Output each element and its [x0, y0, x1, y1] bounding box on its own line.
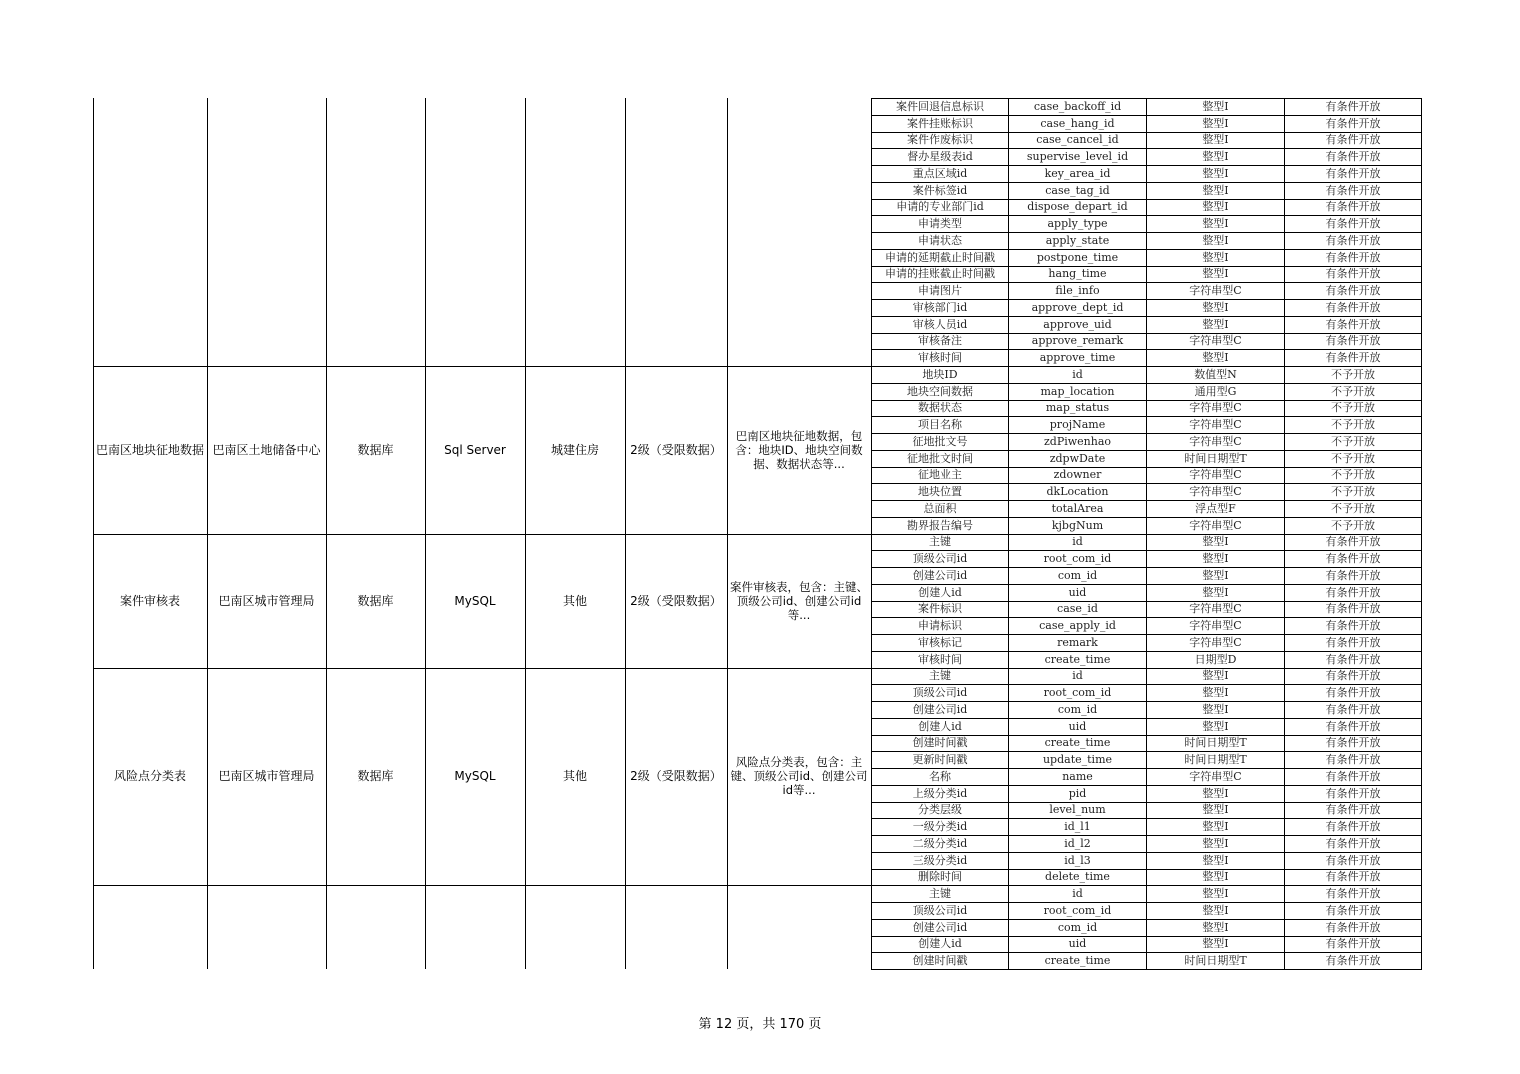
open-type-cell: 有条件开放: [1285, 551, 1422, 568]
field-type-cell: 整型I: [1147, 132, 1285, 149]
field-type-cell: 字符串型C: [1147, 400, 1285, 417]
field-name-cell: 审核备注: [872, 333, 1009, 350]
open-type-cell: 不予开放: [1285, 417, 1422, 434]
table-row: [872, 836, 1422, 853]
description-cell: 风险点分类表，包含：主键、顶级公司id、创建公司id等...: [730, 755, 868, 798]
field-type-cell: 整型I: [1147, 936, 1285, 953]
table-row: [872, 635, 1422, 652]
table-row: [872, 501, 1422, 518]
field-name-cell: 征地批文号: [872, 434, 1009, 451]
open-type-cell: 不予开放: [1285, 501, 1422, 518]
open-type-cell: 有条件开放: [1285, 584, 1422, 601]
field-code-cell: postpone_time: [1009, 249, 1147, 266]
department-cell: 巴南区城市管理局: [218, 593, 315, 608]
field-type-cell: 时间日期型T: [1147, 752, 1285, 769]
field-type-cell: 字符串型C: [1147, 434, 1285, 451]
category-cell: 其他: [562, 593, 587, 608]
field-type-cell: 字符串型C: [1147, 601, 1285, 618]
table-row: [872, 383, 1422, 400]
field-type-cell: 整型I: [1147, 182, 1285, 199]
field-code-cell: apply_state: [1009, 233, 1147, 250]
field-table: [871, 98, 1422, 970]
field-code-cell: case_hang_id: [1009, 115, 1147, 132]
open-type-cell: 不予开放: [1285, 367, 1422, 384]
table-row: [872, 769, 1422, 786]
open-type-cell: 有条件开放: [1285, 333, 1422, 350]
field-code-cell: case_tag_id: [1009, 182, 1147, 199]
field-name-cell: 申请的延期截止时间戳: [872, 249, 1009, 266]
field-name-cell: 审核人员id: [872, 316, 1009, 333]
open-type-cell: 有条件开放: [1285, 852, 1422, 869]
field-code-cell: dispose_depart_id: [1009, 199, 1147, 216]
field-code-cell: zdowner: [1009, 467, 1147, 484]
table-row: [872, 852, 1422, 869]
field-code-cell: create_time: [1009, 651, 1147, 668]
field-name-cell: 申请的专业部门id: [872, 199, 1009, 216]
table-row: [872, 802, 1422, 819]
field-type-cell: 整型I: [1147, 166, 1285, 183]
open-type-cell: 有条件开放: [1285, 702, 1422, 719]
field-code-cell: dkLocation: [1009, 484, 1147, 501]
field-code-cell: zdpwDate: [1009, 450, 1147, 467]
resource-type-cell: 数据库: [357, 593, 394, 608]
security-level-cell: 2级（受限数据）: [630, 769, 722, 784]
field-code-cell: com_id: [1009, 568, 1147, 585]
field-type-cell: 整型I: [1147, 216, 1285, 233]
field-code-cell: uid: [1009, 584, 1147, 601]
field-code-cell: approve_remark: [1009, 333, 1147, 350]
field-code-cell: case_cancel_id: [1009, 132, 1147, 149]
field-code-cell: create_time: [1009, 735, 1147, 752]
table-row: [872, 936, 1422, 953]
field-code-cell: totalArea: [1009, 501, 1147, 518]
field-code-cell: root_com_id: [1009, 903, 1147, 920]
field-code-cell: supervise_level_id: [1009, 149, 1147, 166]
field-type-cell: 整型I: [1147, 836, 1285, 853]
open-type-cell: 有条件开放: [1285, 233, 1422, 250]
description-cell: [727, 885, 871, 969]
table-row: [872, 417, 1422, 434]
open-type-cell: 有条件开放: [1285, 869, 1422, 886]
open-type-cell: 不予开放: [1285, 517, 1422, 534]
open-type-cell: 有条件开放: [1285, 316, 1422, 333]
field-name-cell: 审核部门id: [872, 300, 1009, 317]
resource-type-cell: [326, 885, 425, 969]
field-type-cell: 整型I: [1147, 702, 1285, 719]
field-code-cell: approve_time: [1009, 350, 1147, 367]
field-name-cell: 名称: [872, 769, 1009, 786]
open-type-cell: 不予开放: [1285, 400, 1422, 417]
table-row: [872, 467, 1422, 484]
open-type-cell: 有条件开放: [1285, 149, 1422, 166]
field-name-cell: 分类层级: [872, 802, 1009, 819]
table-row: [872, 551, 1422, 568]
field-type-cell: 字符串型C: [1147, 333, 1285, 350]
field-type-cell: 整型I: [1147, 685, 1285, 702]
table-row: [872, 685, 1422, 702]
table-row: [872, 752, 1422, 769]
field-name-cell: 地块位置: [872, 484, 1009, 501]
field-code-cell: uid: [1009, 936, 1147, 953]
field-code-cell: name: [1009, 769, 1147, 786]
open-type-cell: 有条件开放: [1285, 216, 1422, 233]
dataset-name-cell: 案件审核表: [119, 593, 180, 608]
dataset-name-cell: [93, 885, 207, 969]
open-type-cell: 有条件开放: [1285, 735, 1422, 752]
field-code-cell: id: [1009, 668, 1147, 685]
field-code-cell: approve_dept_id: [1009, 300, 1147, 317]
field-name-cell: 项目名称: [872, 417, 1009, 434]
field-name-cell: 案件挂账标识: [872, 115, 1009, 132]
field-name-cell: 主键: [872, 534, 1009, 551]
field-type-cell: 整型I: [1147, 266, 1285, 283]
table-row: [872, 333, 1422, 350]
field-type-cell: 整型I: [1147, 115, 1285, 132]
field-code-cell: id_l3: [1009, 852, 1147, 869]
field-type-cell: 整型I: [1147, 919, 1285, 936]
field-type-cell: 整型I: [1147, 568, 1285, 585]
table-row: [872, 199, 1422, 216]
field-code-cell: id_l2: [1009, 836, 1147, 853]
open-type-cell: 有条件开放: [1285, 300, 1422, 317]
security-level-cell: [625, 98, 727, 366]
field-name-cell: 案件作废标识: [872, 132, 1009, 149]
field-code-cell: approve_uid: [1009, 316, 1147, 333]
field-name-cell: 三级分类id: [872, 852, 1009, 869]
department-cell: [207, 885, 326, 969]
resource-type-cell: [326, 98, 425, 366]
field-code-cell: com_id: [1009, 702, 1147, 719]
table-row: [872, 166, 1422, 183]
table-row: [872, 249, 1422, 266]
field-code-cell: map_status: [1009, 400, 1147, 417]
table-row: [872, 534, 1422, 551]
field-type-cell: 浮点型F: [1147, 501, 1285, 518]
field-type-cell: 字符串型C: [1147, 283, 1285, 300]
field-type-cell: 整型I: [1147, 802, 1285, 819]
field-code-cell: id_l1: [1009, 819, 1147, 836]
field-code-cell: file_info: [1009, 283, 1147, 300]
field-type-cell: 整型I: [1147, 869, 1285, 886]
table-row: [872, 702, 1422, 719]
table-row: [872, 651, 1422, 668]
table-row: [872, 601, 1422, 618]
table-row: [872, 233, 1422, 250]
table-row: [872, 785, 1422, 802]
dataset-name-cell: [93, 98, 207, 366]
open-type-cell: 有条件开放: [1285, 668, 1422, 685]
field-type-cell: 字符串型C: [1147, 417, 1285, 434]
field-type-cell: 整型I: [1147, 316, 1285, 333]
category-cell: 其他: [562, 769, 587, 784]
field-name-cell: 案件标签id: [872, 182, 1009, 199]
field-name-cell: 二级分类id: [872, 836, 1009, 853]
field-name-cell: 主键: [872, 668, 1009, 685]
open-type-cell: 有条件开放: [1285, 601, 1422, 618]
field-type-cell: 整型I: [1147, 886, 1285, 903]
open-type-cell: 不予开放: [1285, 434, 1422, 451]
field-code-cell: com_id: [1009, 919, 1147, 936]
table-row: [872, 266, 1422, 283]
field-type-cell: 整型I: [1147, 99, 1285, 116]
field-name-cell: 申请类型: [872, 216, 1009, 233]
field-type-cell: 字符串型C: [1147, 635, 1285, 652]
table-row: [872, 149, 1422, 166]
field-type-cell: 整型I: [1147, 852, 1285, 869]
open-type-cell: 不予开放: [1285, 383, 1422, 400]
open-type-cell: 有条件开放: [1285, 802, 1422, 819]
table-row: [872, 434, 1422, 451]
field-type-cell: 整型I: [1147, 903, 1285, 920]
field-name-cell: 创建人id: [872, 936, 1009, 953]
security-level-cell: [625, 885, 727, 969]
table-row: [872, 869, 1422, 886]
field-type-cell: 整型I: [1147, 718, 1285, 735]
field-name-cell: 地块ID: [872, 367, 1009, 384]
field-name-cell: 创建公司id: [872, 919, 1009, 936]
table-row: [872, 367, 1422, 384]
table-row: [872, 400, 1422, 417]
open-type-cell: 有条件开放: [1285, 199, 1422, 216]
open-type-cell: 有条件开放: [1285, 936, 1422, 953]
open-type-cell: 不予开放: [1285, 484, 1422, 501]
field-name-cell: 申请状态: [872, 233, 1009, 250]
open-type-cell: 有条件开放: [1285, 249, 1422, 266]
table-row: [872, 216, 1422, 233]
field-name-cell: 重点区域id: [872, 166, 1009, 183]
table-row: [872, 484, 1422, 501]
field-type-cell: 通用型G: [1147, 383, 1285, 400]
open-type-cell: 有条件开放: [1285, 283, 1422, 300]
field-name-cell: 总面积: [872, 501, 1009, 518]
description-cell: 巴南区地块征地数据，包含：地块ID、地块空间数据、数据状态等...: [735, 428, 863, 471]
table-row: [872, 316, 1422, 333]
open-type-cell: 有条件开放: [1285, 182, 1422, 199]
table-row: [872, 819, 1422, 836]
description-cell: 案件审核表，包含：主键、顶级公司id、创建公司id等...: [730, 579, 868, 622]
table-row: [872, 99, 1422, 116]
open-type-cell: 有条件开放: [1285, 132, 1422, 149]
field-type-cell: 整型I: [1147, 149, 1285, 166]
field-name-cell: 更新时间戳: [872, 752, 1009, 769]
field-type-cell: 数值型N: [1147, 367, 1285, 384]
field-name-cell: 案件回退信息标识: [872, 99, 1009, 116]
field-code-cell: create_time: [1009, 953, 1147, 970]
description-cell: [727, 98, 871, 366]
field-name-cell: 勘界报告编号: [872, 517, 1009, 534]
field-code-cell: id: [1009, 886, 1147, 903]
table-row: [872, 182, 1422, 199]
department-cell: 巴南区土地储备中心: [212, 442, 321, 457]
field-type-cell: 整型I: [1147, 551, 1285, 568]
field-type-cell: 整型I: [1147, 668, 1285, 685]
category-cell: 城建住房: [550, 442, 599, 457]
field-code-cell: remark: [1009, 635, 1147, 652]
table-row: [872, 618, 1422, 635]
field-name-cell: 督办星级表id: [872, 149, 1009, 166]
table-row: [872, 350, 1422, 367]
field-name-cell: 地块空间数据: [872, 383, 1009, 400]
open-type-cell: 有条件开放: [1285, 635, 1422, 652]
field-type-cell: 整型I: [1147, 233, 1285, 250]
table-row: [872, 300, 1422, 317]
table-row: [872, 668, 1422, 685]
field-name-cell: 创建公司id: [872, 568, 1009, 585]
open-type-cell: 有条件开放: [1285, 685, 1422, 702]
open-type-cell: 有条件开放: [1285, 919, 1422, 936]
field-type-cell: 整型I: [1147, 584, 1285, 601]
field-name-cell: 主键: [872, 886, 1009, 903]
field-name-cell: 顶级公司id: [872, 685, 1009, 702]
open-type-cell: 有条件开放: [1285, 718, 1422, 735]
category-cell: [525, 885, 625, 969]
field-name-cell: 审核时间: [872, 651, 1009, 668]
table-row: [872, 283, 1422, 300]
table-row: [872, 568, 1422, 585]
field-name-cell: 数据状态: [872, 400, 1009, 417]
field-type-cell: 整型I: [1147, 199, 1285, 216]
table-row: [872, 132, 1422, 149]
field-code-cell: delete_time: [1009, 869, 1147, 886]
field-code-cell: uid: [1009, 718, 1147, 735]
field-type-cell: 字符串型C: [1147, 769, 1285, 786]
database-cell: [425, 98, 525, 366]
database-cell: [425, 885, 525, 969]
dataset-name-cell: 巴南区地块征地数据: [95, 442, 204, 457]
department-cell: [207, 98, 326, 366]
open-type-cell: 有条件开放: [1285, 785, 1422, 802]
database-cell: MySQL: [454, 769, 496, 784]
open-type-cell: 有条件开放: [1285, 886, 1422, 903]
field-name-cell: 申请的挂账截止时间戳: [872, 266, 1009, 283]
database-cell: Sql Server: [444, 442, 506, 457]
field-code-cell: case_apply_id: [1009, 618, 1147, 635]
table-row: [872, 903, 1422, 920]
field-type-cell: 整型I: [1147, 819, 1285, 836]
field-name-cell: 创建公司id: [872, 702, 1009, 719]
table-row: [872, 886, 1422, 903]
open-type-cell: 有条件开放: [1285, 115, 1422, 132]
open-type-cell: 有条件开放: [1285, 568, 1422, 585]
field-type-cell: 整型I: [1147, 249, 1285, 266]
field-type-cell: 整型I: [1147, 534, 1285, 551]
open-type-cell: 有条件开放: [1285, 752, 1422, 769]
field-name-cell: 一级分类id: [872, 819, 1009, 836]
open-type-cell: 有条件开放: [1285, 651, 1422, 668]
table-row: [872, 919, 1422, 936]
field-code-cell: id: [1009, 534, 1147, 551]
category-cell: [525, 98, 625, 366]
field-code-cell: map_location: [1009, 383, 1147, 400]
page-footer: 第 12 页，共 170 页: [698, 1017, 822, 1032]
table-row: [872, 517, 1422, 534]
field-code-cell: pid: [1009, 785, 1147, 802]
open-type-cell: 有条件开放: [1285, 819, 1422, 836]
field-type-cell: 字符串型C: [1147, 517, 1285, 534]
field-code-cell: zdPiwenhao: [1009, 434, 1147, 451]
field-name-cell: 创建人id: [872, 584, 1009, 601]
field-code-cell: id: [1009, 367, 1147, 384]
open-type-cell: 有条件开放: [1285, 618, 1422, 635]
field-name-cell: 申请标识: [872, 618, 1009, 635]
open-type-cell: 有条件开放: [1285, 266, 1422, 283]
table-row: [872, 450, 1422, 467]
table-row: [872, 115, 1422, 132]
field-code-cell: update_time: [1009, 752, 1147, 769]
open-type-cell: 有条件开放: [1285, 99, 1422, 116]
field-name-cell: 顶级公司id: [872, 903, 1009, 920]
field-type-cell: 整型I: [1147, 350, 1285, 367]
field-code-cell: apply_type: [1009, 216, 1147, 233]
field-name-cell: 征地批文时间: [872, 450, 1009, 467]
field-type-cell: 整型I: [1147, 300, 1285, 317]
field-name-cell: 审核标记: [872, 635, 1009, 652]
open-type-cell: 有条件开放: [1285, 836, 1422, 853]
open-type-cell: 不予开放: [1285, 450, 1422, 467]
field-code-cell: root_com_id: [1009, 551, 1147, 568]
table-row: [872, 718, 1422, 735]
field-name-cell: 征地业主: [872, 467, 1009, 484]
field-type-cell: 日期型D: [1147, 651, 1285, 668]
open-type-cell: 有条件开放: [1285, 166, 1422, 183]
field-code-cell: hang_time: [1009, 266, 1147, 283]
open-type-cell: 有条件开放: [1285, 903, 1422, 920]
field-name-cell: 删除时间: [872, 869, 1009, 886]
resource-type-cell: 数据库: [357, 442, 394, 457]
field-name-cell: 创建时间戳: [872, 953, 1009, 970]
field-type-cell: 时间日期型T: [1147, 735, 1285, 752]
field-code-cell: projName: [1009, 417, 1147, 434]
field-name-cell: 审核时间: [872, 350, 1009, 367]
field-name-cell: 创建时间戳: [872, 735, 1009, 752]
open-type-cell: 有条件开放: [1285, 769, 1422, 786]
field-name-cell: 顶级公司id: [872, 551, 1009, 568]
field-code-cell: case_id: [1009, 601, 1147, 618]
dataset-name-cell: 风险点分类表: [113, 769, 186, 784]
table-row: [872, 584, 1422, 601]
field-type-cell: 字符串型C: [1147, 467, 1285, 484]
field-type-cell: 字符串型C: [1147, 484, 1285, 501]
open-type-cell: 有条件开放: [1285, 953, 1422, 970]
field-type-cell: 整型I: [1147, 785, 1285, 802]
resource-type-cell: 数据库: [357, 769, 394, 784]
field-name-cell: 创建人id: [872, 718, 1009, 735]
field-type-cell: 时间日期型T: [1147, 450, 1285, 467]
field-code-cell: kjbgNum: [1009, 517, 1147, 534]
field-code-cell: level_num: [1009, 802, 1147, 819]
database-cell: MySQL: [454, 593, 496, 608]
field-name-cell: 案件标识: [872, 601, 1009, 618]
table-row: [872, 735, 1422, 752]
field-code-cell: case_backoff_id: [1009, 99, 1147, 116]
department-cell: 巴南区城市管理局: [218, 769, 315, 784]
open-type-cell: 有条件开放: [1285, 534, 1422, 551]
security-level-cell: 2级（受限数据）: [630, 593, 722, 608]
table-row: [872, 953, 1422, 970]
field-name-cell: 上级分类id: [872, 785, 1009, 802]
field-type-cell: 时间日期型T: [1147, 953, 1285, 970]
security-level-cell: 2级（受限数据）: [630, 442, 722, 457]
field-code-cell: root_com_id: [1009, 685, 1147, 702]
field-name-cell: 申请图片: [872, 283, 1009, 300]
field-code-cell: key_area_id: [1009, 166, 1147, 183]
field-type-cell: 字符串型C: [1147, 618, 1285, 635]
open-type-cell: 有条件开放: [1285, 350, 1422, 367]
open-type-cell: 不予开放: [1285, 467, 1422, 484]
